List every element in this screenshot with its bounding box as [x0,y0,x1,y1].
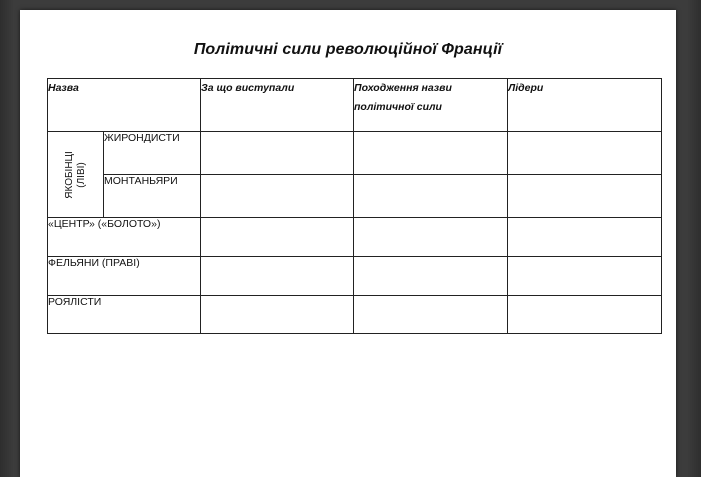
header-origin: Походження назви політичної сили [354,79,508,132]
group-label-line2: (ЛІВІ) [75,161,87,188]
header-stood-for: За що виступали [201,79,354,132]
header-row [48,79,662,132]
cell-origin[interactable] [354,132,508,175]
header-name: Назва [48,79,201,132]
cell-leaders[interactable] [508,296,662,334]
row-label-center: «ЦЕНТР» («БОЛОТО») [48,218,201,257]
table-row [48,132,662,175]
header-leaders: Лідери [508,79,662,132]
cell-stood-for[interactable] [201,218,354,257]
document-title: Політичні сили революційної Франції [193,41,503,58]
group-cell-jacobins [48,132,104,218]
group-label [64,151,88,198]
table-row [48,296,662,334]
cell-origin[interactable] [354,175,508,218]
row-label-feuillants: ФЕЛЬЯНИ (ПРАВІ) [48,257,201,296]
cell-stood-for[interactable] [201,132,354,175]
cell-leaders[interactable] [508,132,662,175]
cell-leaders[interactable] [508,175,662,218]
cell-leaders[interactable] [508,257,662,296]
row-label-girondins: ЖИРОНДИСТИ [104,132,201,175]
political-forces-table [47,78,662,334]
row-label-montagnards: МОНТАНЬЯРИ [104,175,201,218]
cell-origin[interactable] [354,257,508,296]
table-row [48,218,662,257]
table-row [48,175,662,218]
cell-stood-for[interactable] [201,296,354,334]
group-label-line1: ЯКОБІНЦІ [63,150,75,199]
cell-origin[interactable] [354,218,508,257]
table-row [48,257,662,296]
cell-stood-for[interactable] [201,257,354,296]
cell-leaders[interactable] [508,218,662,257]
cell-stood-for[interactable] [201,175,354,218]
row-label-royalists: РОЯЛІСТИ [48,296,201,334]
document-page [20,10,676,477]
cell-origin[interactable] [354,296,508,334]
